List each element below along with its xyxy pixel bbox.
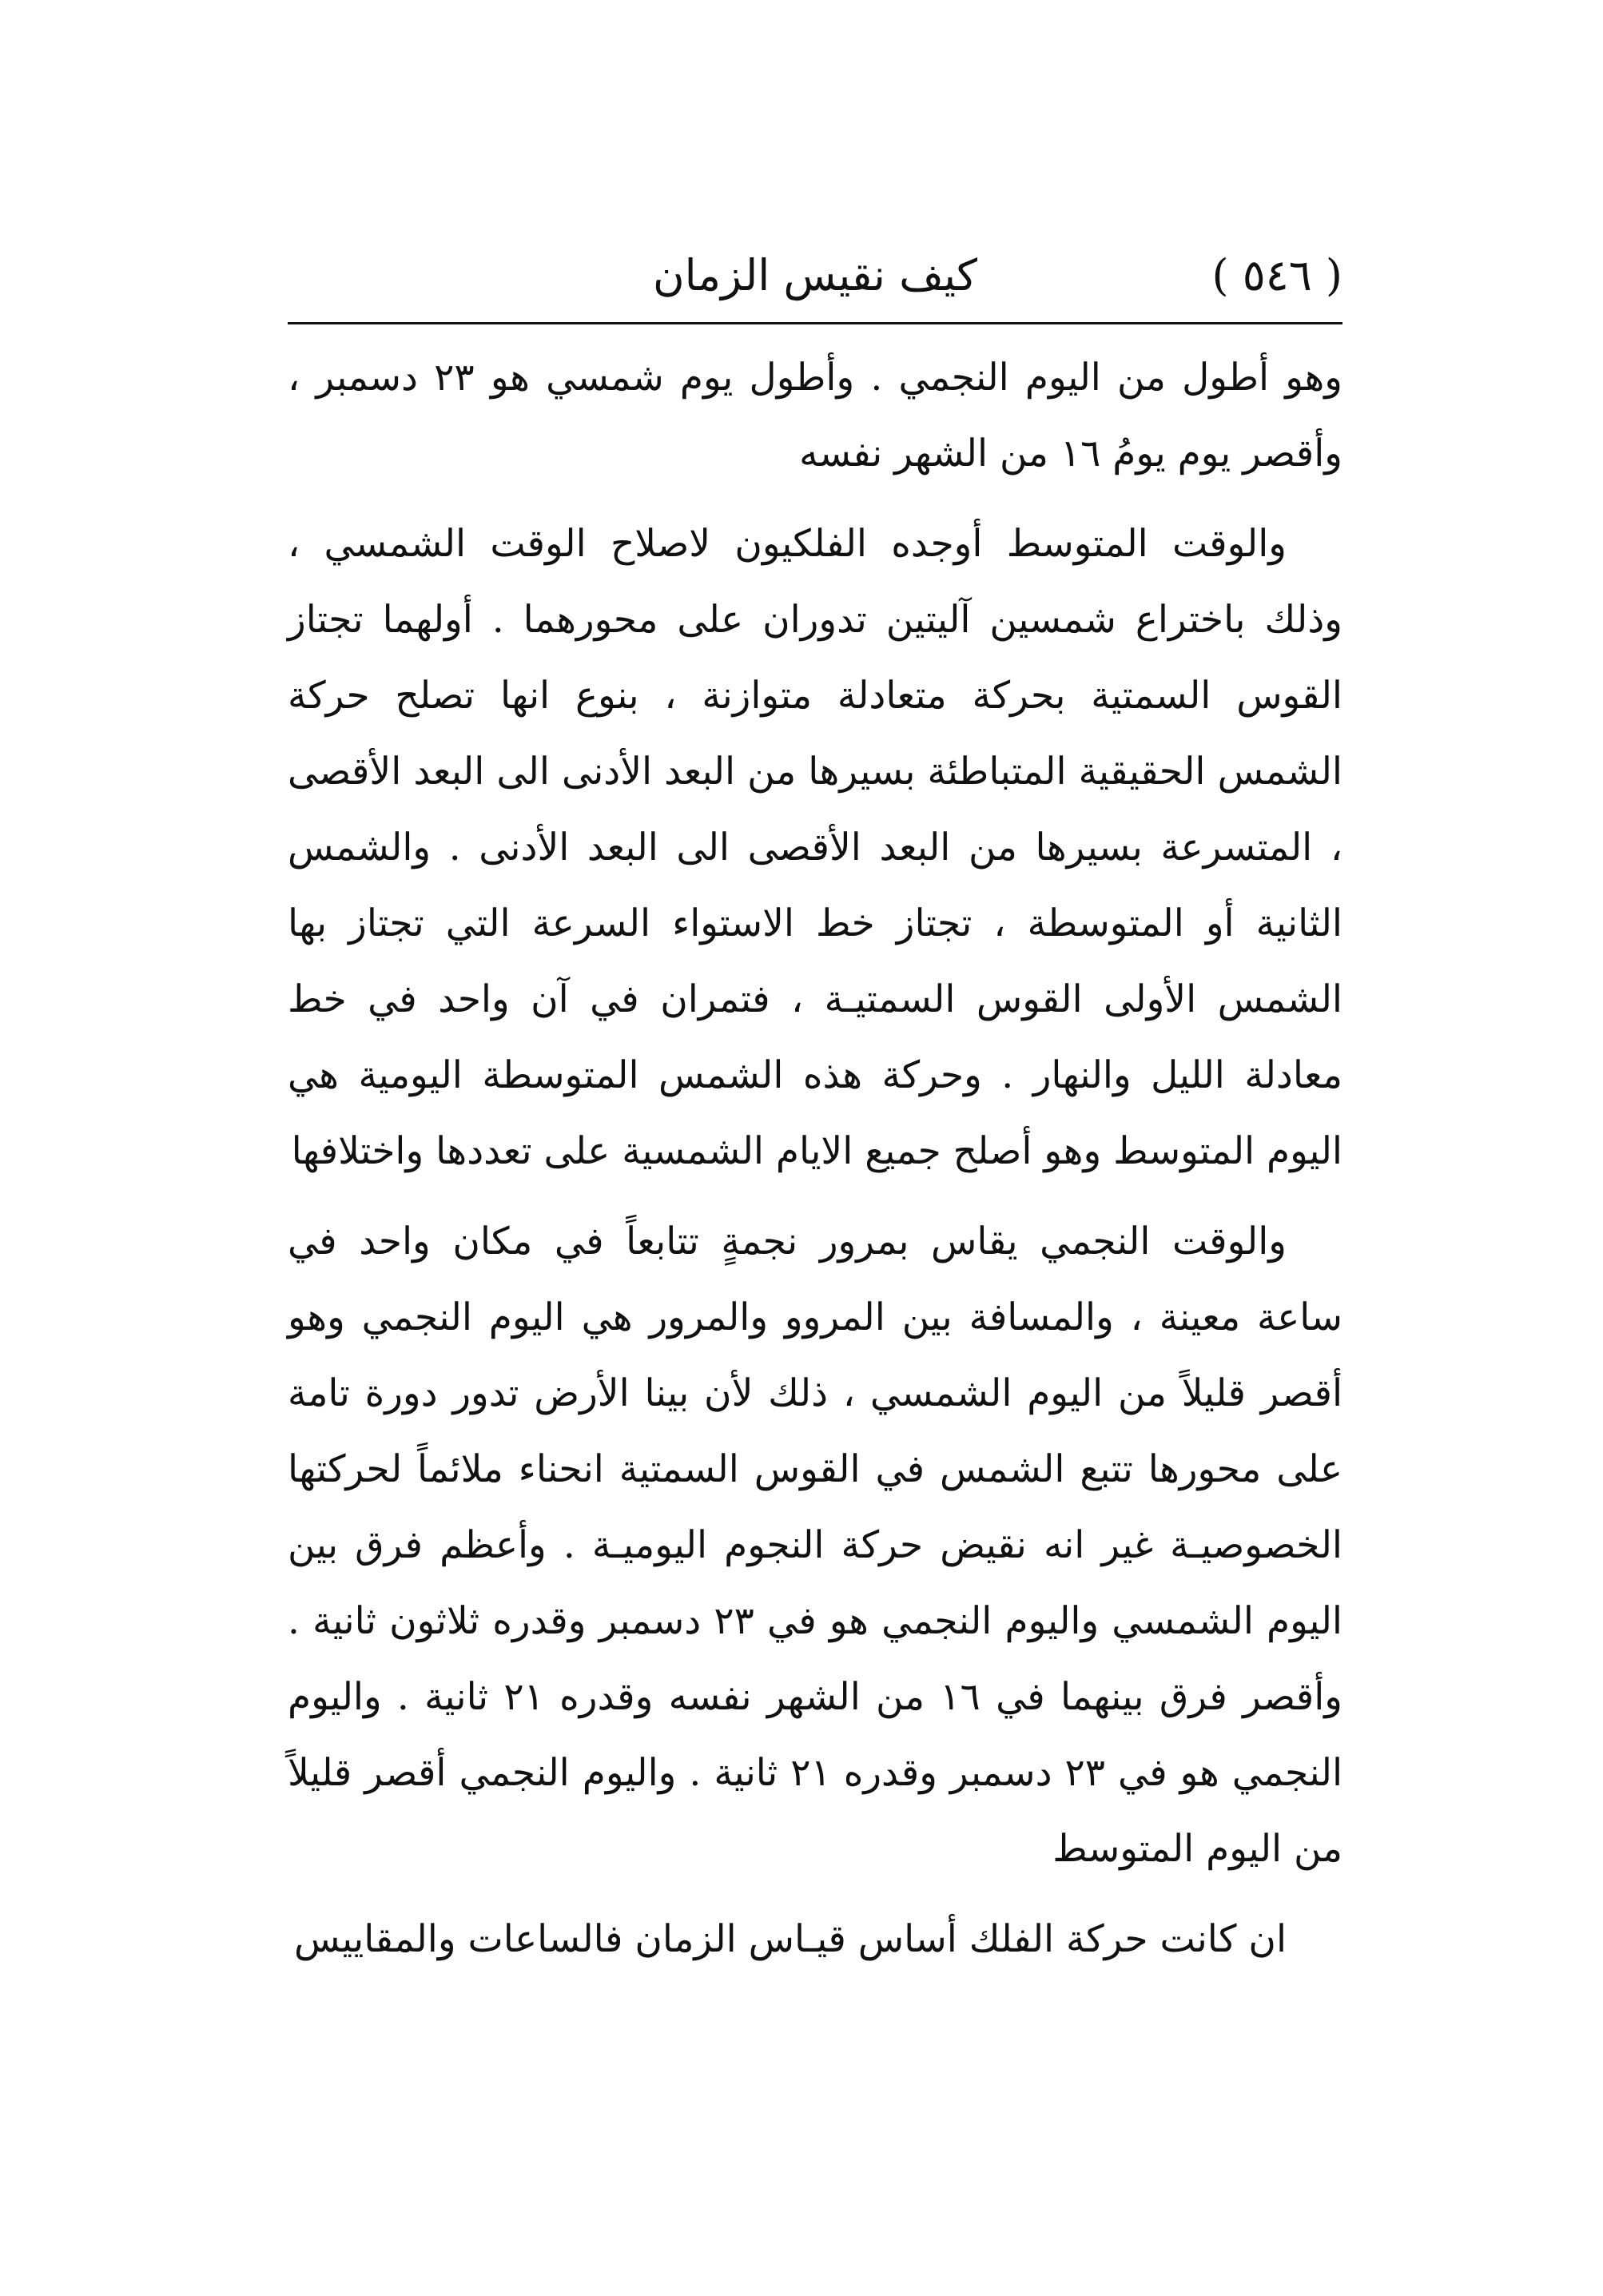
page-body: [288, 340, 1342, 1992]
header-rule: [288, 322, 1342, 324]
paragraph-sidereal-time: والوقت النجمي يقاس بمرور نجمةٍ تتابعاً في مكان واحد في ساعة معينة ، والمسافة بين المروو والمرور هي اليوم النجمي وهو أقصر قليلاً من اليوم الشمسي ، ذلك لأن بينا الأرض تدور دورة تامة على محورها تتبع الشمس في القوس السمتية انحناء ملائماً لحركتها الخصوصيـة غير انه نقيض حركة النجوم اليوميـة . وأعظم فرق بين اليوم الشمسي واليوم النجمي هو في ٢٣ دسمبر وقدره ثلاثون ثانية . وأقصر فرق بينهما في ١٦ من الشهر نفسه وقدره ٢١ ثانية . واليوم النجمي هو في ٢٣ دسمبر وقدره ٢١ ثانية . واليوم النجمي أقصر قليلاً من اليوم المتوسط: [288, 1220, 1342, 1871]
page-number: ( ٥٤٦ ): [1211, 250, 1342, 300]
page-header: [288, 240, 1342, 312]
paragraph-mean-time: والوقت المتوسط أوجده الفلكيون لاصلاح الوقت الشمسي ، وذلك باختراع شمسين آليتين تدوران على محورهما . أولهما تجتاز القوس السمتية بحركة متعادلة متوازنة ، بنوع انها تصلح حركة الشمس الحقيقية المتباطئة بسيرها من البعد الأدنى الى البعد الأقصى ، المتسرعة بسيرها من البعد الأقصى الى البعد الأدنى . والشمس الثانية أو المتوسطة ، تجتاز خط الاستواء السرعة التي تجتاز بها الشمس الأولى القوس السمتيـة ، فتمران في آن واحد في خط معادلة الليل والنهار . وحركة هذه الشمس المتوسطة اليومية هي اليوم المتوسط وهو أصلح جميع الايام الشمسية على تعددها واختلافها: [288, 522, 1342, 1173]
paragraph-continuation: وهو أطول من اليوم النجمي . وأطول يوم شمسي هو ٢٣ دسمبر ، وأقصر يوم يومُ ١٦ من الشهر نفسه: [288, 356, 1342, 476]
paragraph-clocks-intro: ان كانت حركة الفلك أساس قيـاس الزمان فالساعات والمقاييس: [294, 1917, 1287, 1961]
running-title: كيف نقيس الزمان: [652, 250, 977, 300]
